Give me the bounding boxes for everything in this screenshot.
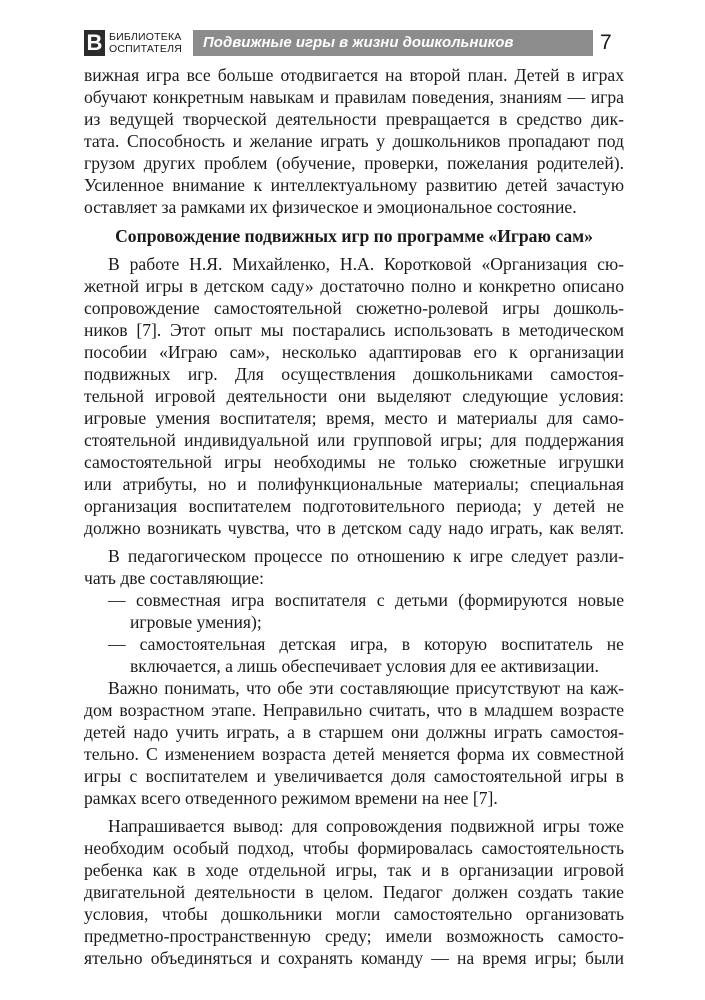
text-line: жетной игры в детском саду» достаточно полно и конкретно описано	[84, 276, 624, 296]
text-line: — совместная игра воспитателя с детьми (формируются новые	[108, 590, 624, 610]
text-line: вижная игра все больше отодвигается на второй план. Детей в играх	[84, 65, 624, 85]
text-line: необходим особый подход, чтобы формировалась самостоятельность	[84, 838, 624, 858]
text-line: дом возрастном этапе. Неправильно считать, что в младшем возрасте	[84, 700, 624, 720]
text-line: организация воспитателем подготовительного периода; у детей не	[84, 496, 624, 516]
text-line: В работе Н.Я. Михайленко, Н.А. Коротковой «Организация сю-	[108, 254, 624, 274]
text-line: включается, а лишь обеспечивает условия для ее активизации.	[130, 656, 599, 676]
list-item-2	[84, 633, 624, 677]
text-line: рамках всего отведенного режимом времени на нее [7].	[84, 788, 498, 808]
paragraph-2	[84, 253, 624, 539]
text-line: грузом других проблем (обучение, проверки, пожелания родителей).	[84, 153, 624, 173]
series-name-line1: БИБЛИОТЕКА	[109, 31, 182, 43]
text-line: оставляет за рамками их физическое и эмоциональное состояние.	[84, 197, 577, 217]
text-line: — самостоятельная детская игра, в которую воспитатель не	[108, 634, 624, 654]
text-line: тельной игровой деятельности они выделяют следующие условия:	[84, 386, 624, 406]
text-line: тата. Способность и желание играть у дошкольников пропадают под	[84, 131, 624, 151]
text-line: Усиленное внимание к интеллектуальному развитию детей зачастую	[84, 175, 624, 195]
text-line: игры с воспитателем и увеличивается доля самостоятельной игры в	[84, 766, 624, 786]
page-body	[84, 64, 624, 969]
text-line: из ведущей творческой деятельности превращается в средство дик-	[84, 109, 624, 129]
paragraph-5	[84, 815, 624, 969]
text-line: игровые умения воспитателя; время, место и материалы для само-	[84, 408, 624, 428]
text-line: ников [7]. Этот опыт мы постарались использовать в методическом	[84, 320, 624, 340]
text-line: ребенка как в ходе отдельной игры, так и в организации игровой	[84, 860, 624, 880]
section-heading: Сопровождение подвижных игр по программе «Играю сам»	[115, 226, 593, 246]
text-line: тельно. С изменением возраста детей меняется форма их совместной	[84, 744, 624, 764]
series-logo	[84, 30, 105, 56]
page-number: 7	[600, 31, 612, 54]
text-line: Напрашивается вывод: для сопровождения подвижной игры тоже	[108, 816, 624, 836]
text-line: условия, чтобы дошкольники могли самостоятельно организовать	[84, 904, 624, 924]
text-line: двигательной деятельности в целом. Педагог должен создать такие	[84, 882, 624, 902]
series-name	[109, 31, 182, 55]
series-name-line2: ОСПИТАТЕЛЯ	[109, 43, 182, 55]
text-line: В педагогическом процессе по отношению к игре следует разли-	[108, 546, 624, 566]
header-title-bar	[193, 30, 593, 56]
text-line: ятельно объединяться и сохранять команду — на время игры; были	[84, 948, 624, 968]
text-line: или атрибуты, но и полифункциональные материалы; специальная	[84, 474, 624, 494]
text-line: стоятельной индивидуальной или групповой игры; для поддержания	[84, 430, 624, 450]
text-line: должно возникать чувства, что в детском саду надо играть, как велят.	[84, 518, 624, 538]
paragraph-3	[84, 545, 624, 589]
running-header	[84, 30, 628, 58]
text-line: предметно-пространственную среду; имели возможность самосто-	[84, 926, 624, 946]
paragraph-4	[84, 677, 624, 809]
text-line: подвижных игр. Для осуществления дошкольниками самостоя-	[84, 364, 624, 384]
list-item-1	[84, 589, 624, 633]
text-line: обучают конкретным навыкам и правилам поведения, знаниям — игра	[84, 87, 624, 107]
text-line: чать две составляющие:	[84, 568, 264, 588]
text-line: сопровождение самостоятельной сюжетно-ролевой игры дошколь-	[84, 298, 624, 318]
text-line: Важно понимать, что обе эти составляющие присутствуют на каж-	[108, 678, 624, 698]
paragraph-1	[84, 64, 624, 218]
book-title: Подвижные игры в жизни дошкольников	[203, 34, 514, 51]
logo-letter: В	[86, 30, 103, 55]
text-line: самостоятельной игры необходимы не только сюжетные игрушки	[84, 452, 624, 472]
text-line: детей надо учить играть, а в старшем они должны играть самостоя-	[84, 722, 624, 742]
text-line: игровые умения);	[130, 612, 262, 632]
text-line: пособии «Играю сам», несколько адаптировав его к организации	[84, 342, 624, 362]
